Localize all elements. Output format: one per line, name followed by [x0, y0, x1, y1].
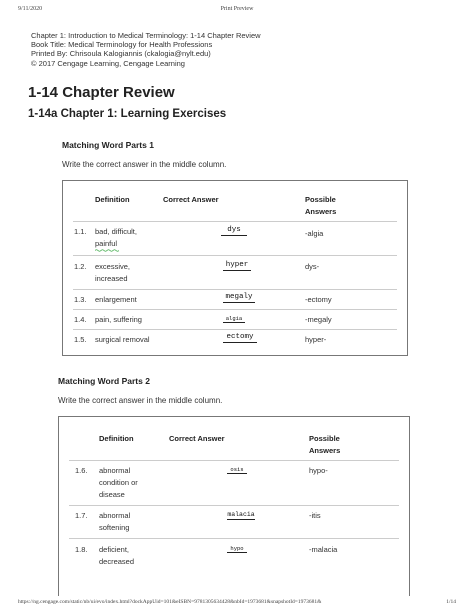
row-number: 1.8. — [75, 545, 88, 554]
row-number: 1.5. — [74, 335, 87, 344]
chapter-title: 1-14 Chapter Review — [28, 84, 175, 101]
answer-field[interactable]: malacia — [227, 511, 255, 518]
exercise2-title: Matching Word Parts 2 — [58, 376, 150, 386]
print-footer — [18, 599, 456, 609]
possible-answer: hypo- — [309, 466, 328, 475]
possible-answer: -itis — [309, 511, 321, 520]
row-number: 1.1. — [74, 227, 87, 236]
answer-field[interactable]: algia — [223, 315, 245, 323]
row-divider — [73, 309, 397, 310]
row-definition: enlargement — [95, 295, 137, 304]
exercise1-table — [62, 180, 408, 356]
answer-field[interactable]: megaly — [223, 293, 255, 303]
col-header-definition: Definition — [95, 195, 130, 204]
row-divider — [73, 289, 397, 290]
answer-field[interactable]: ectomy — [223, 333, 257, 343]
possible-answer: -algia — [305, 229, 324, 238]
row-divider — [73, 255, 397, 256]
citation-block — [31, 31, 261, 68]
possible-answer: hyper- — [305, 335, 327, 344]
col-header-correct-answer: Correct Answer — [169, 434, 225, 443]
print-url: https://ng.cengage.com/static/nb/ui/evo/index.html?dockAppUid=101&eISBN=9781305634428&nbId=1973681&snapshotId=1973681& — [18, 599, 322, 605]
col-header-possible: Possible — [309, 434, 340, 443]
row-divider — [73, 329, 397, 330]
citation-chapter: Chapter 1: Introduction to Medical Terminology: 1-14 Chapter Review — [31, 31, 261, 40]
answer-field[interactable]: hyper — [223, 261, 251, 271]
possible-answer: dys- — [305, 262, 320, 271]
exercise1-title: Matching Word Parts 1 — [62, 140, 154, 150]
citation-book-title: Book Title: Medical Terminology for Health Professions — [31, 40, 213, 50]
exercise2-table — [58, 416, 410, 596]
print-header — [18, 6, 456, 16]
possible-answer: -malacia — [309, 545, 338, 554]
col-header-definition: Definition — [99, 434, 134, 443]
row-number: 1.3. — [74, 295, 87, 304]
row-definition: excessive, — [95, 262, 131, 271]
print-date: 9/11/2020 — [18, 6, 43, 12]
row-definition: abnormal — [99, 511, 131, 520]
row-definition: pain, suffering — [95, 315, 142, 324]
col-header-correct-answer: Correct Answer — [163, 195, 219, 204]
possible-answer: -ectomy — [305, 295, 332, 304]
page-number: 1/14 — [446, 599, 456, 605]
exercise2-instruction: Write the correct answer in the middle column. — [58, 396, 223, 405]
citation-copyright: © 2017 Cengage Learning, Cengage Learning — [31, 58, 185, 68]
row-number: 1.6. — [75, 466, 88, 475]
answer-field[interactable]: hypo — [227, 545, 247, 553]
row-definition: surgical removal — [95, 335, 150, 344]
section-title: 1-14a Chapter 1: Learning Exercises — [28, 108, 227, 120]
row-number: 1.7. — [75, 511, 88, 520]
row-divider — [69, 538, 399, 539]
col-header-possible: Possible — [305, 195, 336, 204]
row-definition: painful — [95, 239, 118, 248]
row-divider — [69, 460, 399, 461]
row-definition: decreased — [99, 557, 135, 566]
row-number: 1.4. — [74, 315, 87, 324]
row-definition: increased — [95, 274, 128, 283]
possible-answer: -megaly — [305, 315, 332, 324]
print-preview-title: Print Preview — [220, 6, 254, 12]
row-definition: abnormal — [99, 466, 131, 475]
row-definition: softening — [99, 523, 130, 532]
row-definition: condition or — [99, 478, 138, 487]
row-number: 1.2. — [74, 262, 87, 271]
row-divider — [69, 505, 399, 506]
col-header-answers: Answers — [309, 446, 341, 455]
row-definition: deficient, — [99, 545, 130, 554]
row-definition: disease — [99, 490, 125, 499]
row-definition: bad, difficult, — [95, 227, 137, 236]
row-divider — [73, 221, 397, 222]
col-header-answers: Answers — [305, 207, 337, 216]
spellcheck-squiggle — [95, 249, 119, 252]
exercise1-instruction: Write the correct answer in the middle column. — [62, 160, 227, 169]
answer-field[interactable]: dys — [221, 226, 247, 236]
answer-field[interactable]: osis — [227, 466, 247, 474]
citation-printed-by: Printed By: Chrisoula Kalogiannis (ckalogia@nylt.edu) — [31, 49, 211, 59]
